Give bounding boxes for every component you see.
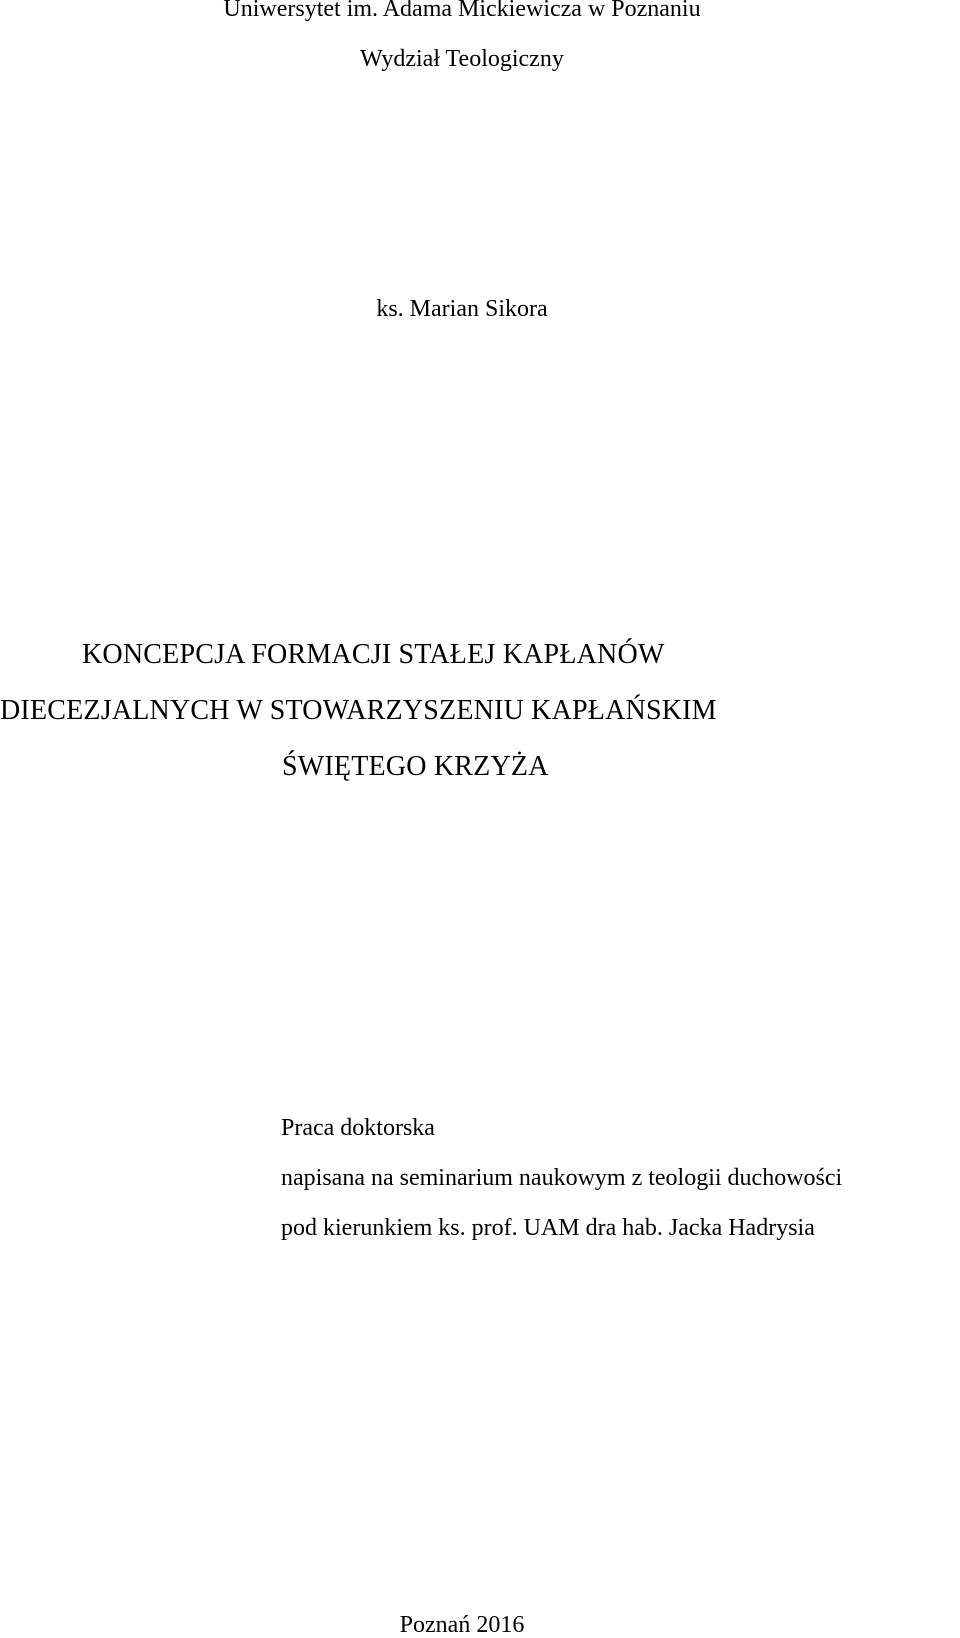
title-line-1: KONCEPCJA FORMACJI STAŁEJ KAPŁANÓW xyxy=(82,639,665,670)
university-name: Uniwersytet im. Adama Mickiewicza w Poznaniu xyxy=(223,0,701,22)
seminar-info: napisana na seminarium naukowym z teologii duchowości xyxy=(281,1165,843,1191)
author-name: ks. Marian Sikora xyxy=(376,296,548,322)
place-and-year: Poznań 2016 xyxy=(399,1612,525,1638)
thesis-type: Praca doktorska xyxy=(281,1115,435,1141)
title-line-3: ŚWIĘTEGO KRZYŻA xyxy=(282,751,549,782)
faculty-name: Wydział Teologiczny xyxy=(360,46,564,72)
supervisor-info: pod kierunkiem ks. prof. UAM dra hab. Jacka Hadrysia xyxy=(281,1215,815,1241)
title-line-2: DIECEZJALNYCH W STOWARZYSZENIU KAPŁAŃSKIM xyxy=(0,695,717,726)
